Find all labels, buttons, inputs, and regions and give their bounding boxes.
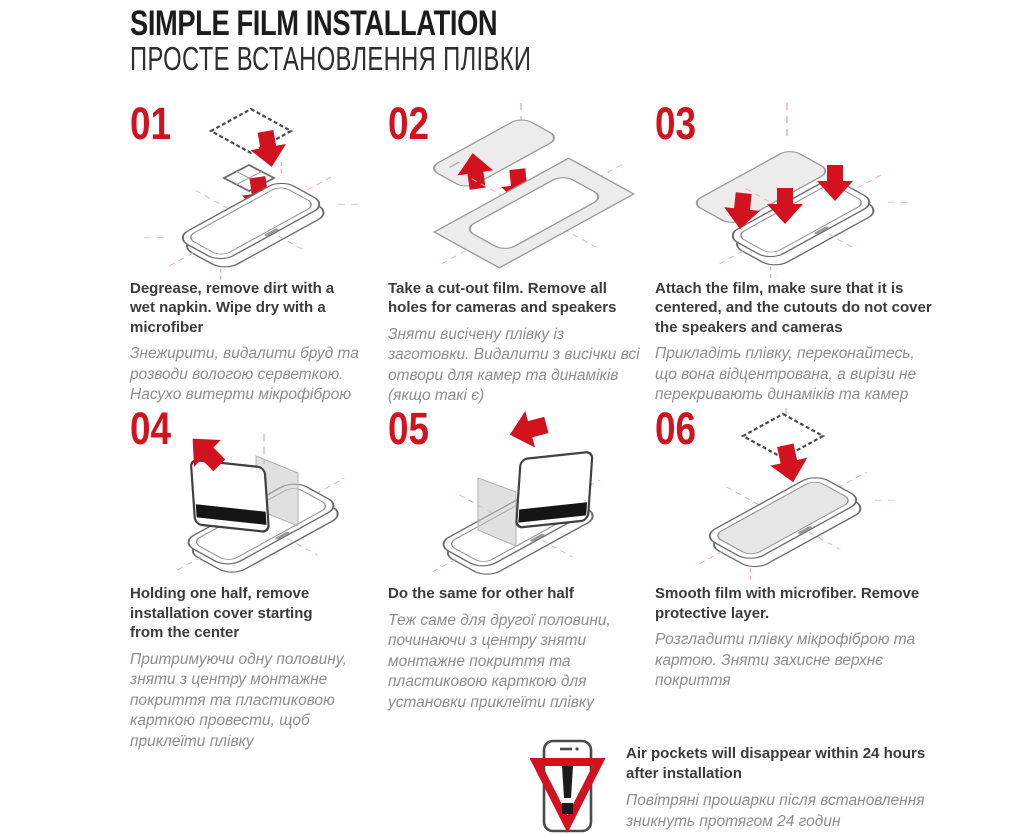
step-05 (388, 403, 655, 752)
step-05-text-uk: Теж саме для другої половини, починаючи з центру зняти монтажне покриття та пластиковою карткою для установки приклеїти плівку (388, 611, 611, 711)
warning-icon (530, 738, 606, 834)
arrow-left-icon (505, 407, 551, 453)
card-icon (191, 460, 269, 532)
page-subtitle: ПРОСТЕ ВСТАНОВЛЕННЯ ПЛІВКИ (130, 40, 532, 77)
warning-texts (626, 738, 958, 832)
step-06 (655, 403, 955, 752)
step-04 (130, 403, 388, 752)
step-06-number: 06 (655, 403, 697, 455)
step-01 (130, 97, 388, 407)
step-03-illustration (661, 101, 911, 273)
step-05-illustration (394, 406, 644, 578)
step-02-text-uk: Зняти висічену плівку із заготовки. Видалити з висічки всі отвори для камер та динаміків (якщо такі є) (388, 325, 640, 404)
step-04-number: 04 (130, 403, 172, 455)
step-05-number: 05 (388, 403, 430, 455)
step-04-illustration (136, 406, 386, 578)
step-03 (655, 97, 955, 407)
step-01-text-uk: Знежирити, видалити бруд та розводи вологою серветкою. Насухо витерти мікрофіброю (130, 345, 359, 404)
step-03-text-en: Attach the film, make sure that it is centered, and the cutouts do not cover the speakers and cameras (655, 279, 932, 336)
step-06-text-en: Smooth film with microfiber. Remove protective layer. (655, 585, 920, 622)
page-title: SIMPLE FILM INSTALLATION (130, 4, 498, 43)
step-03-number: 03 (655, 97, 697, 149)
step-04-text-en: Holding one half, remove installation cover starting from the center (130, 585, 313, 642)
warning-text-en: Air pockets will disappear within 24 hours after installation (626, 745, 926, 782)
step-03-text-uk: Прикладіть плівку, переконайтесь, що вона відцентрована, а вирізи не перекривають динаміків та камер (655, 345, 917, 404)
step-02 (388, 97, 655, 407)
step-01-text-en: Degrease, remove dirt with a wet napkin. Wipe dry with a microfiber (130, 279, 335, 336)
step-02-illustration (394, 101, 644, 273)
step-01-illustration (136, 101, 386, 273)
exclamation-icon (562, 766, 573, 814)
step-01-number: 01 (130, 97, 172, 149)
steps-grid (130, 97, 1024, 753)
cutout-sheet-icon (380, 128, 688, 298)
warning-text-uk: Повітряні прошарки після встановлення зникнуть протягом 24 годин (626, 792, 925, 830)
step-02-text-en: Take a cut-out film. Remove all holes for cameras and speakers (388, 279, 617, 317)
step-05-text-en: Do the same for other half (388, 585, 574, 603)
warning-note (530, 738, 970, 834)
step-02-number: 02 (388, 97, 430, 149)
step-06-illustration (661, 406, 911, 578)
step-06-text-uk: Розгладити плівку мікрофіброю та картою. Зняти захисне верхнє покриття (655, 631, 916, 690)
step-04-text-uk: Притримуючи одну половину, зняти з центру монтажне покриття та пластиковою карткою провести, щоб приклеїти плівку (130, 650, 347, 750)
card-icon (516, 452, 593, 528)
